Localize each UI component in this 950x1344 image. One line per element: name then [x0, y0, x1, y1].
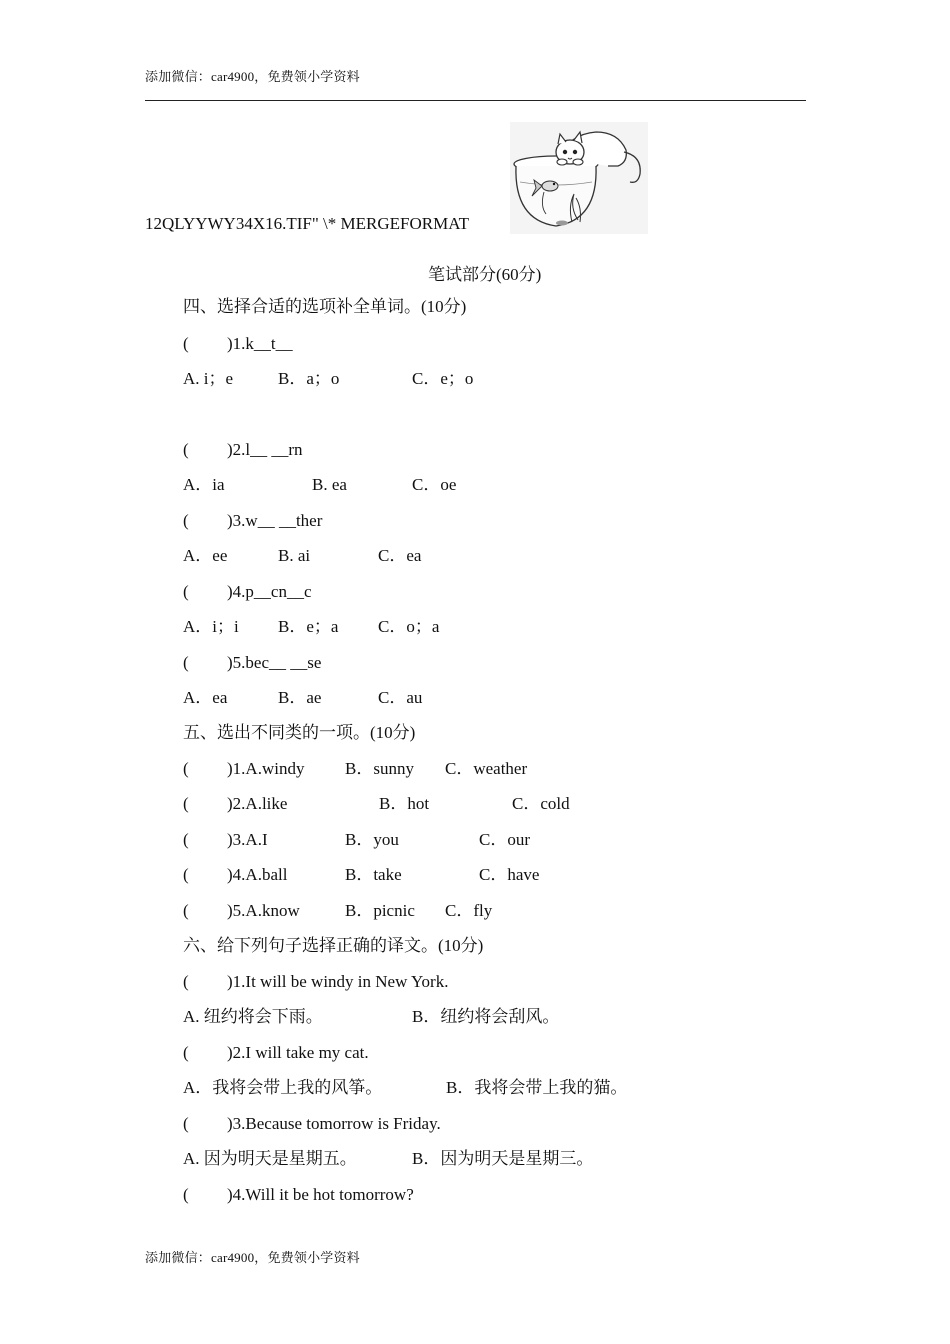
part4-q3 — [183, 510, 322, 532]
option-a: A. 因为明天是星期五。 — [183, 1149, 357, 1168]
option-a: A．我将会带上我的风筝。 — [183, 1078, 383, 1097]
option-a: A．ee — [183, 546, 228, 565]
part4-q2 — [183, 439, 303, 461]
answer-paren[interactable]: ( — [183, 865, 189, 884]
question-stem: )1.It will be windy in New York. — [227, 972, 449, 991]
option-a: A．ia — [183, 475, 225, 494]
answer-paren[interactable]: ( — [183, 972, 189, 991]
part6-q3 — [183, 1113, 441, 1135]
option-c: C．fly — [445, 901, 493, 920]
option-c: C．au — [378, 688, 423, 707]
answer-paren[interactable]: ( — [183, 1114, 189, 1133]
option-b: B．ae — [278, 688, 322, 707]
question-stem: )3.w__ __ther — [227, 511, 323, 530]
part4-q4 — [183, 581, 312, 603]
option-b: B．picnic — [345, 901, 415, 920]
answer-paren[interactable]: ( — [183, 759, 189, 778]
option-a: A．ea — [183, 688, 228, 707]
option-c: C．e；o — [412, 369, 474, 388]
option-c: C．oe — [412, 475, 457, 494]
answer-paren[interactable]: ( — [183, 582, 189, 601]
part6-q4 — [183, 1184, 414, 1206]
image-field-code: 12QLYYWY34X16.TIF" \* MERGEFORMAT — [145, 214, 469, 233]
answer-paren[interactable]: ( — [183, 511, 189, 530]
question-stem: )2.A.like — [227, 794, 288, 813]
header-rule — [145, 100, 806, 101]
part6-q2 — [183, 1042, 369, 1064]
option-b: B．因为明天是星期三。 — [412, 1149, 594, 1168]
part5-title: 五、选出不同类的一项。(10分) — [183, 723, 416, 742]
option-b: B．sunny — [345, 759, 414, 778]
answer-paren[interactable]: ( — [183, 334, 189, 353]
part5-q1 — [183, 758, 783, 780]
option-c: C．weather — [445, 759, 528, 778]
option-c: C．our — [479, 830, 530, 849]
question-stem: )5.bec__ __se — [227, 653, 322, 672]
answer-paren[interactable]: ( — [183, 830, 189, 849]
cat-fishbowl-illustration — [510, 122, 648, 234]
question-stem: )3.A.I — [227, 830, 268, 849]
answer-paren[interactable]: ( — [183, 794, 189, 813]
answer-paren[interactable]: ( — [183, 653, 189, 672]
option-c: C．cold — [512, 794, 570, 813]
option-a: A. 纽约将会下雨。 — [183, 1007, 323, 1026]
option-b: B．我将会带上我的猫。 — [446, 1078, 628, 1097]
question-stem: )1.A.windy — [227, 759, 305, 778]
question-stem: )5.A.know — [227, 901, 300, 920]
option-b: B．e；a — [278, 617, 339, 636]
option-c: C．have — [479, 865, 540, 884]
option-c: C．o；a — [378, 617, 440, 636]
part5-q2 — [183, 793, 783, 815]
option-b: B．take — [345, 865, 402, 884]
question-stem: )2.I will take my cat. — [227, 1043, 369, 1062]
option-b: B．you — [345, 830, 399, 849]
option-b: B. ai — [278, 546, 311, 565]
option-a: A. i；e — [183, 369, 234, 388]
footer-note: 添加微信：car4900，免费领小学资料 — [145, 1250, 360, 1265]
answer-paren[interactable]: ( — [183, 1043, 189, 1062]
option-a: A．i；i — [183, 617, 239, 636]
question-stem: )3.Because tomorrow is Friday. — [227, 1114, 441, 1133]
option-b: B．纽约将会刮风。 — [412, 1007, 560, 1026]
part5-q4 — [183, 864, 783, 886]
question-stem: )4.p__cn__c — [227, 582, 312, 601]
part4-title: 四、选择合适的选项补全单词。(10分) — [183, 297, 467, 316]
question-stem: )4.A.ball — [227, 865, 288, 884]
option-b: B．a；o — [278, 369, 340, 388]
answer-paren[interactable]: ( — [183, 440, 189, 459]
part6-title: 六、给下列句子选择正确的译文。(10分) — [183, 936, 484, 955]
part5-q5 — [183, 900, 783, 922]
question-stem: )4.Will it be hot tomorrow? — [227, 1185, 414, 1204]
answer-paren[interactable]: ( — [183, 1185, 189, 1204]
part6-q1 — [183, 971, 448, 993]
option-c: C．ea — [378, 546, 422, 565]
part4-q5 — [183, 652, 321, 674]
header-note: 添加微信：car4900，免费领小学资料 — [145, 69, 360, 84]
part4-q1 — [183, 333, 293, 355]
option-b: B．hot — [379, 794, 430, 813]
part5-q3 — [183, 829, 783, 851]
written-section-title: 笔试部分(60分) — [428, 265, 542, 284]
answer-paren[interactable]: ( — [183, 901, 189, 920]
question-stem: )1.k__t__ — [227, 334, 293, 353]
option-b: B. ea — [312, 475, 347, 494]
question-stem: )2.l__ __rn — [227, 440, 303, 459]
